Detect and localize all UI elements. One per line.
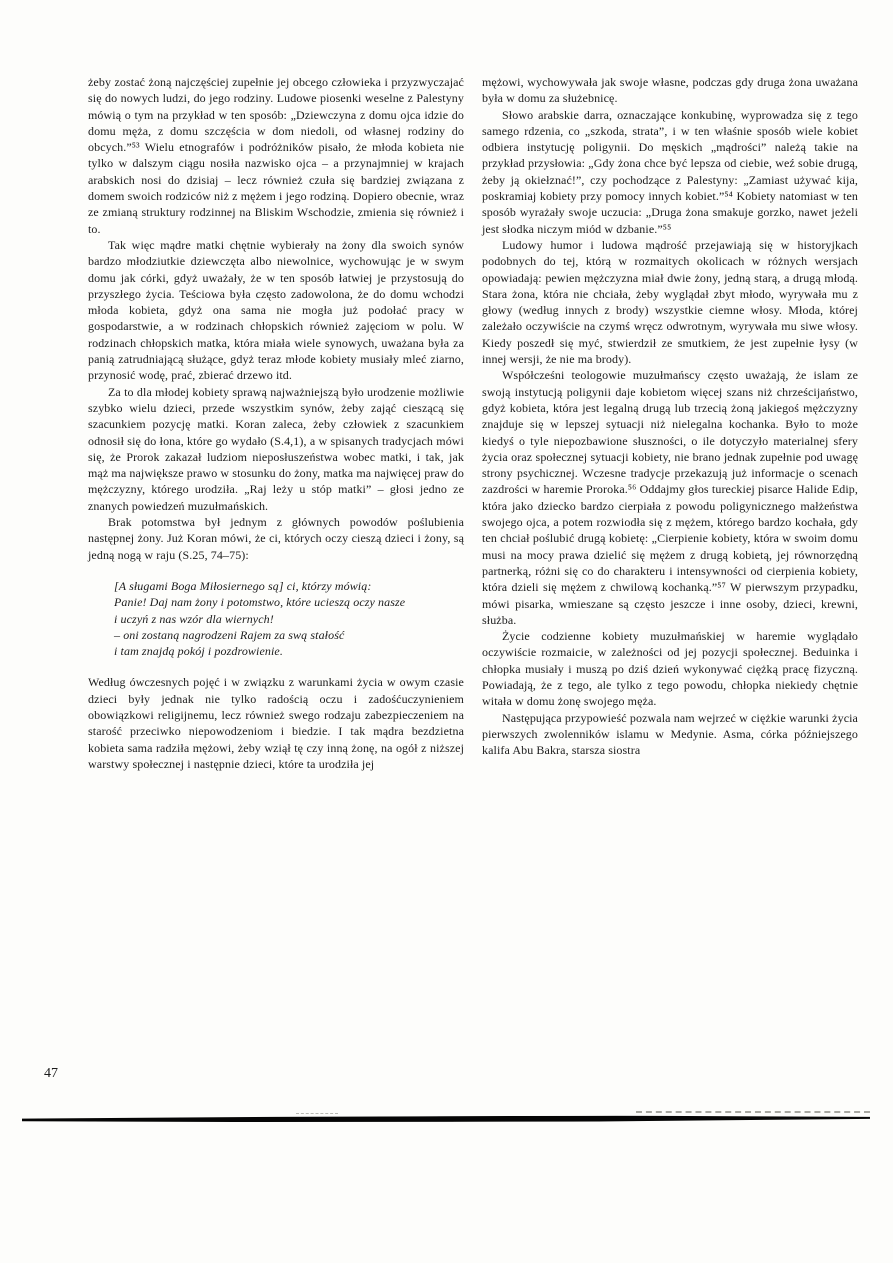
paragraph: Życie codzienne kobiety muzułmańskiej w haremie wyglądało oczywiście rozmaicie, w zależności od jej pozycji społecznej. Beduinka i chłopka musiały i muszą po dziś dzień wykonywać ciężką pracę fizyczną. Powiadają, że z tego, ale tylko z tego powodu, chłopka niekiedy chętnie witała w domu żonę swojego męża. xyxy=(482,629,858,709)
paragraph: Ludowy humor i ludowa mądrość przejawiają się w historyjkach podobnych do tej, którą w rozmaitych okolicach w różnych wersjach opowiadają: pewien mężczyzna miał dwie żony, jedną starą, a drugą młodą. Stara żona, która nie chciała, żeby wyglądał zbyt młodo, wyrywała mu z głowy (według innych z brody) wszystkie ciemne włosy. Młoda, której zależało oczywiście na czymś wręcz odwrotnym, wyrywała mu siwe włosy. Kiedy poszedł się myć, stwierdził ze smutkiem, że jest zupełnie łysy (w innej wersji, że nie ma brody). xyxy=(482,237,858,367)
scan-artifact-dash-left xyxy=(296,1113,338,1114)
paragraph: Za to dla młodej kobiety sprawą najważniejszą było urodzenie możliwie szybko wielu dzieci, przede wszystkim synów, żeby zająć cieszącą się szacunkiem pozycję matki. Koran zaleca, żeby człowiek z szacunkiem odnosił się do łona, które go wydało (S.4,1), a w spisanych tradycjach mówi się, że Prorok zakazał ludziom nieposłuszeństwa wobec matki, i tak, jak mąż ma największe prawo w stosunku do żony, matka ma najwięcej praw do mężczyzny, którego urodziła. „Raj leży u stóp matki” – głosi jedno ze znanych powiedzeń muzułmańskich. xyxy=(88,384,464,513)
quote-line: [A sługami Boga Miłosiernego są] ci, którzy mówią: xyxy=(114,578,372,593)
scan-artifact-dash-right xyxy=(636,1111,870,1113)
text-column-right xyxy=(482,74,858,772)
koran-quote-block xyxy=(114,578,464,659)
paragraph: Następująca przypowieść pozwala nam wejrzeć w ciężkie warunki życia pierwszych zwolenników islamu w Medynie. Asma, córka późniejszego kalifa Abu Bakra, starsza siostra xyxy=(482,710,858,758)
text-column-left xyxy=(88,74,464,772)
page-number: 47 xyxy=(44,1066,58,1081)
paragraph: Według ówczesnych pojęć i w związku z warunkami życia w owym czasie dzieci były jednak nie tylko radością oczu i zadośćuczynieniem obowiązkowi religijnemu, lecz również swego rodzaju zabezpieczeniem na starość przeciwko niepowodzeniom i biedzie. I tak mądra bezdzietna kobieta sama radziła mężowi, żeby wziął tę czy inną żonę, na ogół z niższej warstwy społecznej i następnie dzieci, które ta urodziła jej xyxy=(88,675,464,771)
quote-line: i uczyń z nas wzór dla wiernych! xyxy=(114,611,274,626)
paragraph: Tak więc mądre matki chętnie wybierały na żony dla swoich synów bardzo młodziutkie dziewczęta albo niewolnice, wychowując je w swym domu jak córki, gdyż uważały, że w ten sposób łatwiej je przystosują do przyszłego życia. Teściowa była często zadowolona, że do domu wchodzi młoda kobieta, gdyż ona sama nie mogła już podołać pracy w gospodarstwie, a w rodzinach chłopskich również zajęciom w polu. W rodzinach chłopskich matka, która miała wiele synowych, uważana była za panią zatrudniającą służące, gdyż teraz młode kobiety musiały mleć ziarno, przynosić wodę, prać, zbierać drzewo itd. xyxy=(88,237,464,383)
paragraph: żeby zostać żoną najczęściej zupełnie jej obcego człowieka i przyzwyczajać się do nowych ludzi, do jego rodziny. Ludowe piosenki weselne z Palestyny mówią o tym na przykład w ten sposób: „Dziewczyna z domu ojca idzie do domu męża, z domu szczęścia w dom niedoli, od własnej rodziny do obcych.”⁵³ Wielu etnografów i podróżników pisało, że młoda kobieta nie tylko w dalszym ciągu nosiła nazwisko ojca – a przynajmniej w krajach arabskich nosi do dzisiaj – lecz również czuła się bardziej związana z domem swoich rodziców niż z mężem i jego rodziną. Dopiero obecnie, wraz ze zmianą struktury rodzinnej na Bliskim Wschodzie, zmienia się również i to. xyxy=(88,75,464,236)
paragraph: mężowi, wychowywała jak swoje własne, podczas gdy druga żona uważana była w domu za służebnicę. xyxy=(482,75,858,106)
paragraph: Słowo arabskie darra, oznaczające konkubinę, wyprowadza się z tego samego rdzenia, co „szkoda, strata”, i w ten właśnie sposób wiele kobiet odbiera instytucję poligynii. Do męskich „mądrości” należą takie na przykład przysłowia: „Gdy żona chce być lepsza od ciebie, weź sobie drugą, żeby ją okiełznać!”, czy pochodzące z Palestyny: „Zamiast używać kija, poskramiaj kobiety przy pomocy innych kobiet.”⁵⁴ Kobiety natomiast w ten sposób wyrażały swoje uczucia: „Druga żona smakuje gorzko, nawet jeżeli jest słodka niczym miód w dzbanie.”⁵⁵ xyxy=(482,107,858,236)
paragraph: Współcześni teologowie muzułmańscy często uważają, że islam ze swoją instytucją poligynii daje kobietom więcej szans niż chrześcijaństwo, gdyż kobieta, która jest legalną drugą lub trzecią żoną jakiegoś mężczyzny znajduje się w lepszej sytuacji niż nielegalna kochanka. Było to może kiedyś o tyle niepozbawione słuszności, o ile dotyczyło materialnej sfery życia oraz społecznej sytuacji kobiety, nie brano jednak zupełnie pod uwagę strony psychicznej. Wczesne tradycje przekazują już informacje o scenach zazdrości w haremie Proroka.⁵⁶ Oddajmy głos tureckiej pisarce Halide Edip, która jako dziecko bardzo cierpiała z powodu poligynicznego małżeństwa swojego ojca, a potem rozwiodła się z mężem, którego bardzo kochała, gdy ten chciał poślubić drugą kobietę: „Cierpienie kobiety, która w swoim domu musi na mocy prawa dzielić się mężem z drugą kobietą, jej równorzędną partnerką, różni się co do charakteru i intensywności od cierpienia kobiety, która dzieli się mężem z chwilową kochanką.”⁵⁷ W pierwszym przypadku, mówi pisarka, wmieszane są często jeszcze i inne osoby, dzieci, krewni, służba. xyxy=(482,368,858,627)
quote-line: i tam znajdą pokój i pozdrowienie. xyxy=(114,644,283,659)
quote-line: – oni zostaną nagrodzeni Rajem za swą stałość xyxy=(114,627,345,642)
text-columns xyxy=(88,74,858,772)
quote-line: Panie! Daj nam żony i potomstwo, które ucieszą oczy nasze xyxy=(114,595,406,610)
paragraph: Brak potomstwa był jednym z głównych powodów poślubienia następnej żony. Już Koran mówi, że ci, których oczy cieszą dzieci i żony, są jedną nogą w raju (S.25, 74–75): xyxy=(88,515,464,562)
scan-artifact-black-bar xyxy=(22,1115,870,1123)
